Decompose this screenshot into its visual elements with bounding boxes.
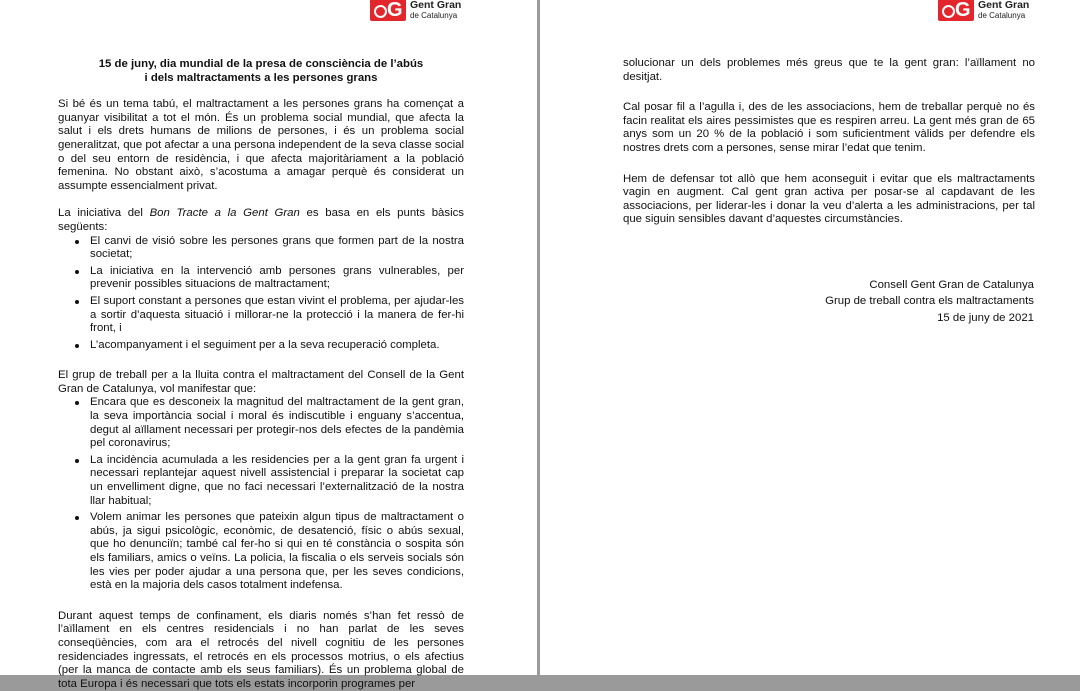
document-title (58, 58, 464, 85)
logo-subtitle: de Catalunya (410, 11, 458, 20)
list-item: L’acompanyament i el seguiment per a la seva recuperació completa. (90, 339, 464, 353)
list-item: La iniciativa en la intervenció amb persones grans vulnerables, per prevenir possibles situacions de maltractament; (90, 264, 464, 291)
logo-name: Gent Gran (410, 0, 462, 11)
paragraph-confinement: Durant aquest temps de confinament, els diaris només s’han fet ressò de l’aïllament en els centres residencials i no han parlat de les seves conseqüències, com ara el retrocés del nivell cognitiu de les persones residenciades ingressats, el retrocés en els processos motrius, o els afectius (per la manca de contacte amb els seus familiars). És un problema global de tota Europa i és necessari que tots els estats incorporin programes per (58, 609, 464, 690)
initiative-name: Bon Tracte a la Gent Gran (149, 207, 300, 220)
paragraph-initiative: La iniciativa del Bon Tracte a la Gent Gran es basa en els punts bàsics següents: (58, 207, 464, 233)
signature-group: Grup de treball contra els maltractaments (825, 295, 1034, 308)
paragraph-working-group: El grup de treball per a la lluita contra el maltractament del Consell de la Gent Gran de Catalunya, vol manifestar que: (58, 369, 464, 395)
right-page-content (623, 57, 1035, 227)
signature-organization: Consell Gent Gran de Catalunya (869, 279, 1034, 291)
list-item: Encara que es desconeix la magnitud del maltractament de la gent gran, la seva importància social i moral és indiscutible i enguany s’accentua, degut al aïllament necessari per protegir-nos dels efectes de la pandèmia pel coronavirus; (90, 396, 464, 450)
gent-gran-logo (370, 0, 461, 21)
paragraph-isolation: solucionar un dels problemes més greus que te la gent gran: l’aïllament no desitjat. (623, 57, 1035, 83)
list-item: El canvi de visió sobre les persones grans que formen part de la nostra societat; (90, 234, 464, 261)
document-page-right (540, 0, 1080, 675)
initiative-points-list (58, 235, 464, 353)
gent-gran-logo-icon: G (370, 0, 406, 21)
title-line-1: 15 de juny, dia mundial de la presa de consciència de l’abús (98, 58, 424, 70)
paragraph-defend: Hem de defensar tot allò que hem aconseguit i evitar que els maltractaments vagin en augment. Cal gent gran activa per posar-se al capdavant de les associacions, per liderar-les i donar la veu d’alerta a les administracions, per tal que siguin sensibles davant d’aquestes circumstàncies. (623, 172, 1035, 226)
list-item: Volem animar les persones que pateixin algun tipus de maltractament o abús, ja sigui psicològic, econòmic, de desatenció, físic o abús sexual, que ho denunciïn; també cal fer-ho si qui en té constància o sospita són els familiars, amics o veïns. La policia, la fiscalia o els serveis socials són les vies per poder ajudar a una persona que, per les seves condicions, està en la majoria dels casos totalment indefensa. (90, 511, 464, 592)
logo-name: Gent Gran (978, 0, 1030, 11)
manifest-points-list (58, 396, 464, 592)
gent-gran-logo (938, 0, 1029, 21)
logo-subtitle: de Catalunya (978, 11, 1026, 20)
title-line-2: i dels maltractaments a les persones grans (144, 71, 378, 84)
signature-date: 15 de juny de 2021 (937, 311, 1034, 324)
left-page-content (58, 58, 464, 691)
paragraph-intro: Si bé és un tema tabú, el maltractament a les persones grans ha començat a guanyar visibilitat a tot el món. És un problema social mundial, que afecta la salut i els drets humans de milions de persones, i és un problema social generalitzat, que pot afectar a una persona independent de la seva classe social o del seu entorn de residència, i que afecta majoritàriament a la població femenina. No obstant això, s’acostuma a amagar perquè és considerat un assumpte essencialment privat. (58, 98, 464, 192)
list-item: El suport constant a persones que estan vivint el problema, per ajudar-les a sortir d’aquesta situació i millorar-ne la protecció i la manera de fer-hi front, i (90, 294, 464, 335)
paragraph-associations: Cal posar fil a l’agulla i, des de les associacions, hem de treballar perquè no és facin realitat els aires pessimistes que es respiren arreu. La gent més gran de 65 anys som un 20 % de la població i som suficientment vàlids per defendre els nostres drets com a persones, sense mirar l’edat que tenim. (623, 101, 1035, 154)
document-page-left (0, 0, 537, 690)
signature-block (825, 277, 1034, 326)
gent-gran-logo-icon: G (938, 0, 974, 21)
list-item: La incidència acumulada a les residencies per a la gent gran fa urgent i necessari replantejar aquest nivell assistencial i preparar la societat cap un envelliment digne, que no faci necessari l’externalització de la nostra llar habitual; (90, 453, 464, 507)
